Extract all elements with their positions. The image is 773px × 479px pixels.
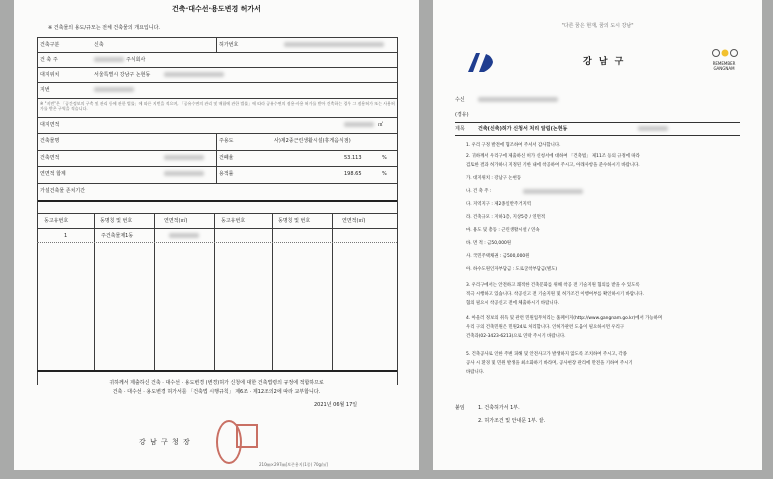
recipient-label: 수신 — [455, 97, 465, 103]
building-area-label: 건축면적 — [40, 155, 60, 161]
main-use-label: 건축물명 — [40, 138, 60, 144]
notice-letter-page — [433, 0, 762, 470]
table-header-5: 연면적(㎡) — [342, 218, 366, 224]
table-header-3: 동고유번호 — [221, 218, 246, 224]
body-line-0: 1. 우리 구정 발전에 협조하여 주셔서 감사합니다. — [466, 143, 561, 148]
body-line-15: 우리 구의 건축민원은 민원24로 처리합니다. 인허가관련 도움이 필요하시면 우리구 — [466, 325, 625, 330]
floor-area-label: 연면적 합계 — [40, 171, 66, 177]
paper-size-note: 210㎜×297㎜[보존용지(1종) 70g/㎡] — [259, 462, 328, 467]
body-line-3: 가. 대지위치 : 강남구 논현동 — [466, 176, 522, 181]
table-header-1: 동명칭 및 번호 — [100, 218, 133, 224]
body-line-14: 4. 아울러 정보의 취득 및 관련 민원업무처리는 홈페이지(http://www.gangnam.go.kr)에서 가능하며 — [466, 316, 663, 321]
far-unit: % — [382, 171, 387, 177]
coverage-value: 53.113 — [344, 155, 362, 161]
subject-label: 제목 — [455, 126, 465, 132]
far-label: 용적률 — [219, 171, 234, 177]
footer-text-1: 귀하께서 제출하신 건축 · 대수선 · 용도변경 (변경)허가 신청에 대한 건축법령의 규정에 적합하므로 — [109, 380, 324, 386]
permit-no-label: 허가번호 — [219, 42, 239, 48]
ancillary-label: 가설건축물 존치기간 — [40, 188, 86, 194]
far-value: 198.65 — [344, 171, 362, 177]
bulb-icons — [712, 48, 738, 60]
permit-title: 건축·대수선·용도변경 허가서 — [172, 5, 261, 13]
body-line-12: 적극 시행하고 있습니다. 착공신고 전 기술지원 및 허가조건 이행여부를 확인하시기 바랍니다. — [466, 292, 644, 297]
body-line-18: 공사 시 환경 및 민원 발생을 최소화하기 바라며, 공사현장 관리에 만전을 기하여 주시기 — [466, 361, 633, 366]
body-line-4: 나. 건 축 주 : — [466, 189, 492, 194]
land-area-unit: ㎡ — [378, 122, 384, 128]
table-row-name: 주건축물제1동 — [101, 233, 134, 239]
body-line-6: 라. 건축규모 : 지하1층, 지상5층 / 연면적 — [466, 215, 546, 220]
issuer-name: 강 남 구 청 장 — [139, 438, 191, 446]
sub-use-label: 주용도 — [219, 138, 234, 144]
sub-use-value: 사)제2종근린생활시설(휴게음식점) — [274, 138, 351, 144]
building-type-value: 신축 — [94, 42, 104, 48]
footer-text-2: 건축 · 대수선 · 용도변경 허가서를 「건축법 시행규칙」 제6조 · 제12조의2에 따라 교부합니다. — [112, 389, 321, 395]
owner-value: 주식회사 — [126, 57, 146, 63]
subject-text: 건축(신축)허가 신청서 처리 알림(논현동 — [478, 126, 568, 132]
coverage-label: 건폐율 — [219, 155, 234, 161]
body-line-2: 검토한 결과 허가하니 지정된 기한 내에 착공하여 주시고, 아래사항을 준수하시기 바랍니다. — [466, 163, 640, 168]
lot-notice: ※ "지번"은 「공간정보의 구축 및 관리 등에 관한 법률」에 따른 지번을 적으며, 「공유수면의 관리 및 매립에 관한 법률」에 따라 공유수면의 점용·사용 허가를 받아 건축하는 경우 그 점용허가 또는 사용허가를 받은 구역을 적습니다. — [40, 101, 395, 111]
permit-note: ※ 건축물의 용도/규모는 전체 건축물의 개요입니다. — [48, 25, 161, 31]
building-type-label: 건축구분 — [40, 42, 60, 48]
permit-document-page — [14, 0, 419, 470]
table-header-0: 동고유번호 — [44, 218, 69, 224]
body-line-11: 3. 우리구에서는 안전하고 쾌적한 건축문화를 위해 착공 전 기술지원 협의를 받을 수 있도록 — [466, 283, 640, 288]
body-line-17: 5. 건축공사로 인한 주변 피해 및 안전사고가 발생하지 않도록 조치하여 주시고, 각종 — [466, 352, 627, 357]
body-line-13: 협의 필요시 착공신고 전에 체출하시기 바랍니다. — [466, 301, 560, 306]
body-line-19: 바랍니다. — [466, 370, 485, 375]
body-line-7: 마. 용도 및 총동 : 근린생활시설 / 연속 — [466, 228, 540, 233]
body-line-16: 건축과(02-3423-6213)으로 연락 주시기 바랍니다. — [466, 334, 566, 339]
badge-text: REMEMBER GANGNAM — [712, 61, 736, 71]
body-line-10: 아. 하수도원인자부담금 : 도로굴착부담금(별도) — [466, 267, 558, 272]
attach-item-1: 1. 건축허가서 1부. — [478, 405, 520, 411]
owner-label: 건 축 주 — [40, 57, 58, 63]
table-header-4: 동명칭 및 번호 — [278, 218, 311, 224]
office-name: 강 남 구 — [583, 57, 626, 67]
body-line-8: 바. 면 적 : 금50,000원 — [466, 241, 512, 246]
site-label: 대지위치 — [40, 72, 60, 78]
body-line-1: 2. 귀하께서 우리구에 제출하신 허가 신청서에 대하여 「건축법」 제11조 등의 규정에 따라 — [466, 154, 640, 159]
lot-label: 지번 — [40, 87, 50, 93]
via-label: (경유) — [455, 112, 469, 118]
table-row-no: 1 — [64, 233, 68, 239]
table-header-2: 연면적(㎡) — [164, 218, 188, 224]
body-line-5: 다. 지역지구 : 제2종일반주거지역 — [466, 202, 531, 207]
attach-item-2: 2. 허가조건 및 안내문 1부. 끝. — [478, 418, 546, 424]
body-line-9: 사. 국민주택채권 : 금500,000원 — [466, 254, 530, 259]
coverage-unit: % — [382, 155, 387, 161]
gangnam-logo-icon — [466, 50, 496, 75]
site-value: 서울특별시 강남구 논현동 — [94, 72, 151, 78]
issue-date: 2021년 06월 17일 — [314, 402, 358, 408]
square-stamp — [236, 424, 258, 448]
attach-label: 붙임 — [455, 405, 465, 411]
slogan: "다른 꿈은 현재, 꿈의 도시 강남" — [561, 23, 634, 29]
land-area-label: 대지면적 — [40, 122, 60, 128]
